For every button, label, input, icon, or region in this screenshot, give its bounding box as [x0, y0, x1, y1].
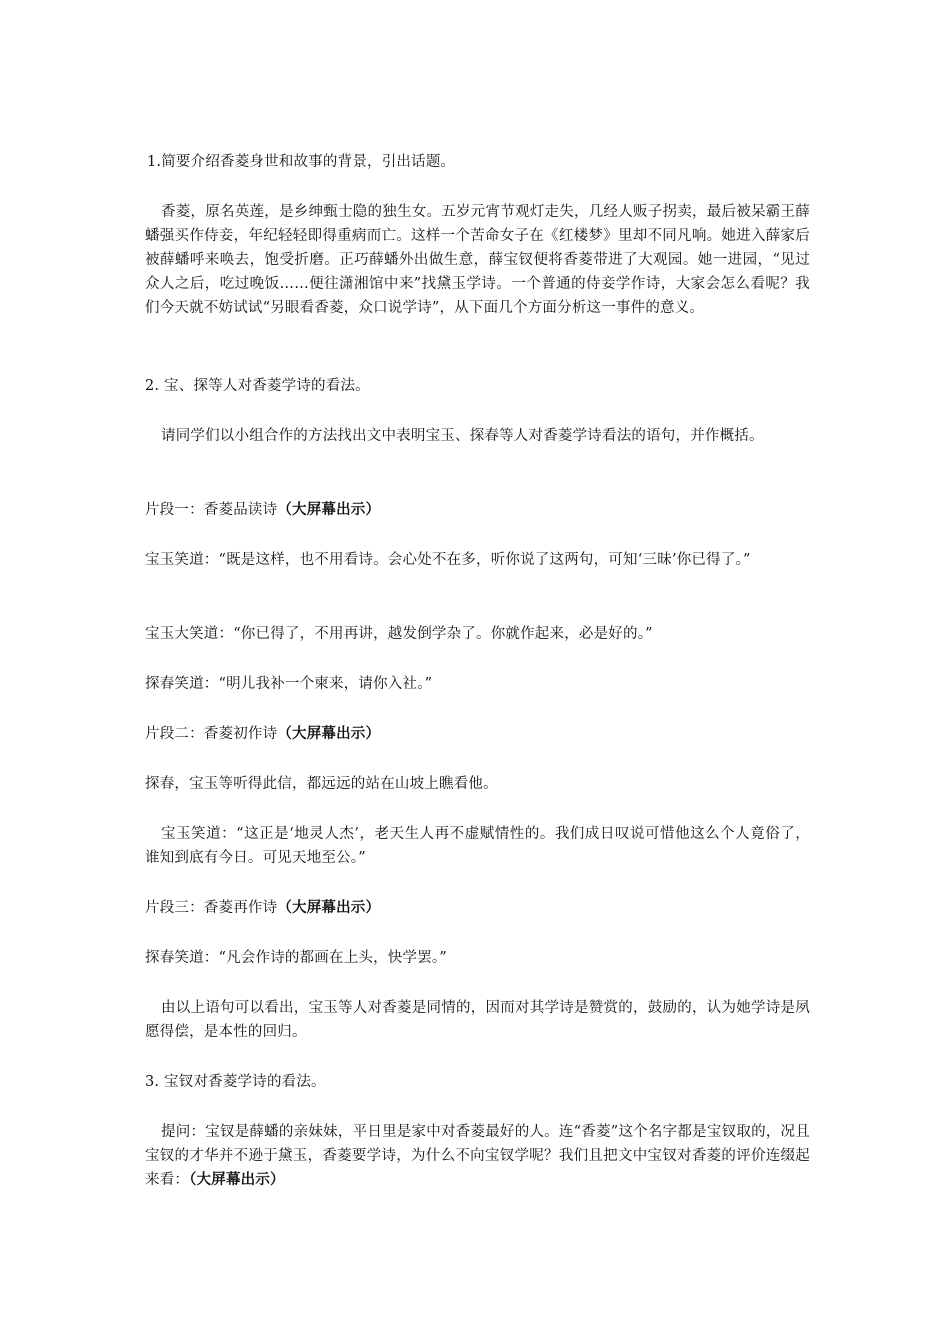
section-2-heading-text: 2. 宝、探等人对香菱学诗的看法。	[145, 378, 370, 394]
fragment-3-label-text: 片段三：香菱再作诗	[145, 900, 278, 916]
fragment-2-quote-2	[145, 822, 810, 870]
fragment-1-screen-note: （大屏幕出示）	[277, 501, 381, 518]
fragment-3-label	[145, 896, 810, 920]
fragment-2-label	[145, 722, 810, 746]
section-1-heading-text: 1.简要介绍香菱身世和故事的背景，引出话题。	[147, 154, 456, 170]
section-3-body-text: 提问：宝钗是薛蟠的亲妹妹，平日里是家中对香菱最好的人。连“香菱”这个名字都是宝钗取的，况且宝钗的才华并不逊于黛玉，香菱要学诗，为什么不向宝钗学呢？我们且把文中宝钗对香菱的评价连缀起来看：	[145, 1124, 810, 1188]
fragment-1-label	[145, 498, 810, 522]
section-2-conclusion	[145, 996, 810, 1044]
section-2-body-text: 请同学们以小组合作的方法找出文中表明宝玉、探春等人对香菱学诗看法的语句，并作概括。	[161, 428, 764, 444]
fragment-2-quote-1-text: 探春，宝玉等听得此信，都远远的站在山坡上瞧看他。	[145, 776, 498, 792]
fragment-1-quote-3-text: 探春笑道：“明儿我补一个柬来，请你入社。”	[145, 676, 433, 692]
section-1-body-text: 香菱，原名英莲，是乡绅甄士隐的独生女。五岁元宵节观灯走失，几经人贩子拐卖，最后被呆霸王薛蟠强买作侍妾，年纪轻轻即得重病而亡。这样一个苦命女子在《红楼梦》里却不同凡响。她进入薛家后被薛蟠呼来唤去，饱受折磨。正巧薛蟠外出做生意，薛宝钗便将香菱带进了大观园。她一进园，“见过众人之后，吃过晚饭……便往潇湘馆中来”找黛玉学诗。一个普通的侍妾学作诗，大家会怎么看呢？我们今天就不妨试试“另眼看香菱，众口说学诗”，从下面几个方面分析这一事件的意义。	[145, 204, 810, 316]
fragment-1-quote-1-text: 宝玉笑道：“既是这样，也不用看诗。会心处不在多，听你说了这两句，可知‘三昧’你已得了。”	[145, 552, 751, 568]
fragment-2-quote-1	[145, 772, 810, 796]
fragment-3-quote-1	[145, 946, 810, 970]
section-2-heading	[145, 374, 810, 398]
section-3-body	[145, 1120, 810, 1192]
section-3-heading-text: 3. 宝钗对香菱学诗的看法。	[145, 1074, 326, 1090]
section-3-heading	[145, 1070, 810, 1094]
fragment-1-quote-3	[145, 672, 810, 696]
section-3-screen-note: （大屏幕出示）	[189, 1171, 285, 1188]
fragment-1-quote-2	[145, 622, 810, 646]
fragment-3-screen-note: （大屏幕出示）	[277, 899, 381, 916]
section-1-body	[145, 200, 810, 320]
section-2-conclusion-text: 由以上语句可以看出，宝玉等人对香菱是同情的，因而对其学诗是赞赏的，鼓励的，认为她学诗是夙愿得偿，是本性的回归。	[145, 1000, 810, 1040]
fragment-2-screen-note: （大屏幕出示）	[277, 725, 381, 742]
section-1-heading	[145, 150, 810, 174]
fragment-1-label-text: 片段一：香菱品读诗	[145, 502, 278, 518]
fragment-2-quote-2-text: 宝玉笑道：“这正是‘地灵人杰’，老天生人再不虚赋情性的。我们成日叹说可惜他这么个人竟俗了，谁知到底有今日。可见天地至公。”	[145, 826, 810, 866]
fragment-2-label-text: 片段二：香菱初作诗	[145, 726, 278, 742]
section-2-body	[145, 424, 810, 448]
fragment-1-quote-2-text: 宝玉大笑道：“你已得了，不用再讲，越发倒学杂了。你就作起来，必是好的。”	[145, 626, 653, 642]
fragment-1-quote-1	[145, 548, 810, 572]
fragment-3-quote-1-text: 探春笑道：“凡会作诗的都画在上头，快学罢。”	[145, 950, 447, 966]
